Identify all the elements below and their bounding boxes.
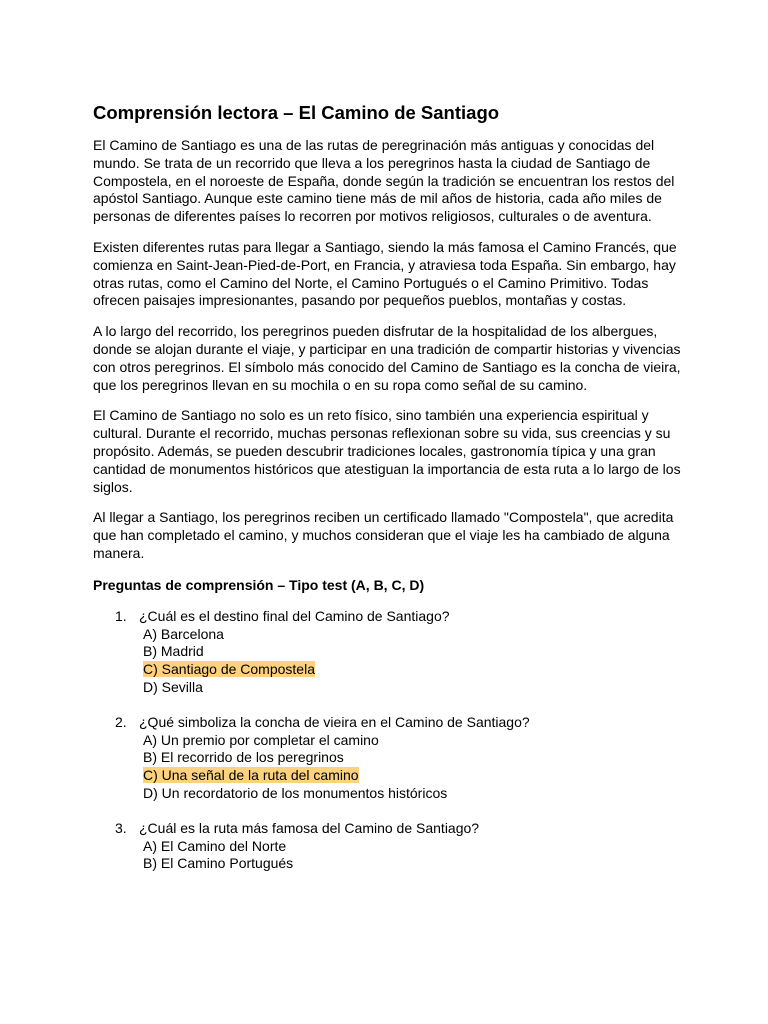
reading-passage [93,137,683,563]
answer-options [139,838,683,874]
document-page [93,101,683,890]
question-item [93,608,683,697]
answer-option: B) El recorrido de los peregrinos [143,749,344,766]
paragraph: A lo largo del recorrido, los peregrinos pueden disfrutar de la hospitalidad de los albergues, donde se alojan durante el viaje, y participar en una tradición de compartir historias y vivencias con otros peregrinos. El símbolo más conocido del Camino de Santiago es la concha de vieira, que los peregrinos llevan en su mochila o en su ropa como señal de su camino. [93,323,681,393]
question-number: 3. [115,819,127,836]
answer-option: A) Barcelona [143,625,224,642]
answer-option: A) Un premio por completar el camino [143,731,379,748]
paragraph: El Camino de Santiago es una de las rutas de peregrinación más antiguas y conocidas del mundo. Se trata de un recorrido que lleva a los peregrinos hasta la ciudad de Santiago de Compostela, en el noroeste de España, donde según la tradición se encuentran los restos del apóstol Santiago. Aunque este camino tiene más de mil años de historia, cada año miles de personas de diferentes países lo recorren por motivos religiosos, culturales o de aventura. [93,137,675,225]
question-text: ¿Cuál es el destino final del Camino de Santiago? [139,607,450,624]
question-list [93,608,683,873]
answer-option: A) El Camino del Norte [143,837,287,854]
answer-option-highlighted: C) Una señal de la ruta del camino [143,767,359,784]
document-title: Comprensión lectora – El Camino de Santiago [93,102,500,123]
question-number: 2. [115,713,127,730]
questions-heading: Preguntas de comprensión – Tipo test (A, B, C, D) [93,576,425,593]
question-item [93,820,683,873]
paragraph: El Camino de Santiago no solo es un reto físico, sino también una experiencia espiritual y cultural. Durante el recorrido, muchas personas reflexionan sobre su vida, sus creencias y su propósito. Además, se pueden descubrir tradiciones locales, gastronomía típica y una gran cantidad de monumentos históricos que atestiguan la importancia de esta ruta a lo largo de los siglos. [93,407,681,495]
answer-option: B) El Camino Portugués [143,855,294,872]
question-item [93,714,683,803]
question-number: 1. [115,607,127,624]
question-text: ¿Cuál es la ruta más famosa del Camino de Santiago? [139,819,480,836]
answer-options [139,626,683,697]
answer-options [139,732,683,803]
answer-option: D) Un recordatorio de los monumentos históricos [143,784,448,801]
question-text: ¿Qué simboliza la concha de vieira en el Camino de Santiago? [139,713,530,730]
paragraph: Al llegar a Santiago, los peregrinos reciben un certificado llamado "Compostela", que acredita que han completado el camino, y muchos consideran que el viaje les ha cambiado de alguna manera. [93,509,674,561]
answer-option: B) Madrid [143,643,204,660]
answer-option-highlighted: C) Santiago de Compostela [143,661,315,678]
answer-option: D) Sevilla [143,678,203,695]
paragraph: Existen diferentes rutas para llegar a Santiago, siendo la más famosa el Camino Francés, que comienza en Saint-Jean-Pied-de-Port, en Francia, y atraviesa toda España. Sin embargo, hay otras rutas, como el Camino del Norte, el Camino Portugués o el Camino Primitivo. Todas ofrecen paisajes impresionantes, pasando por pequeños pueblos, montañas y costas. [93,238,677,309]
